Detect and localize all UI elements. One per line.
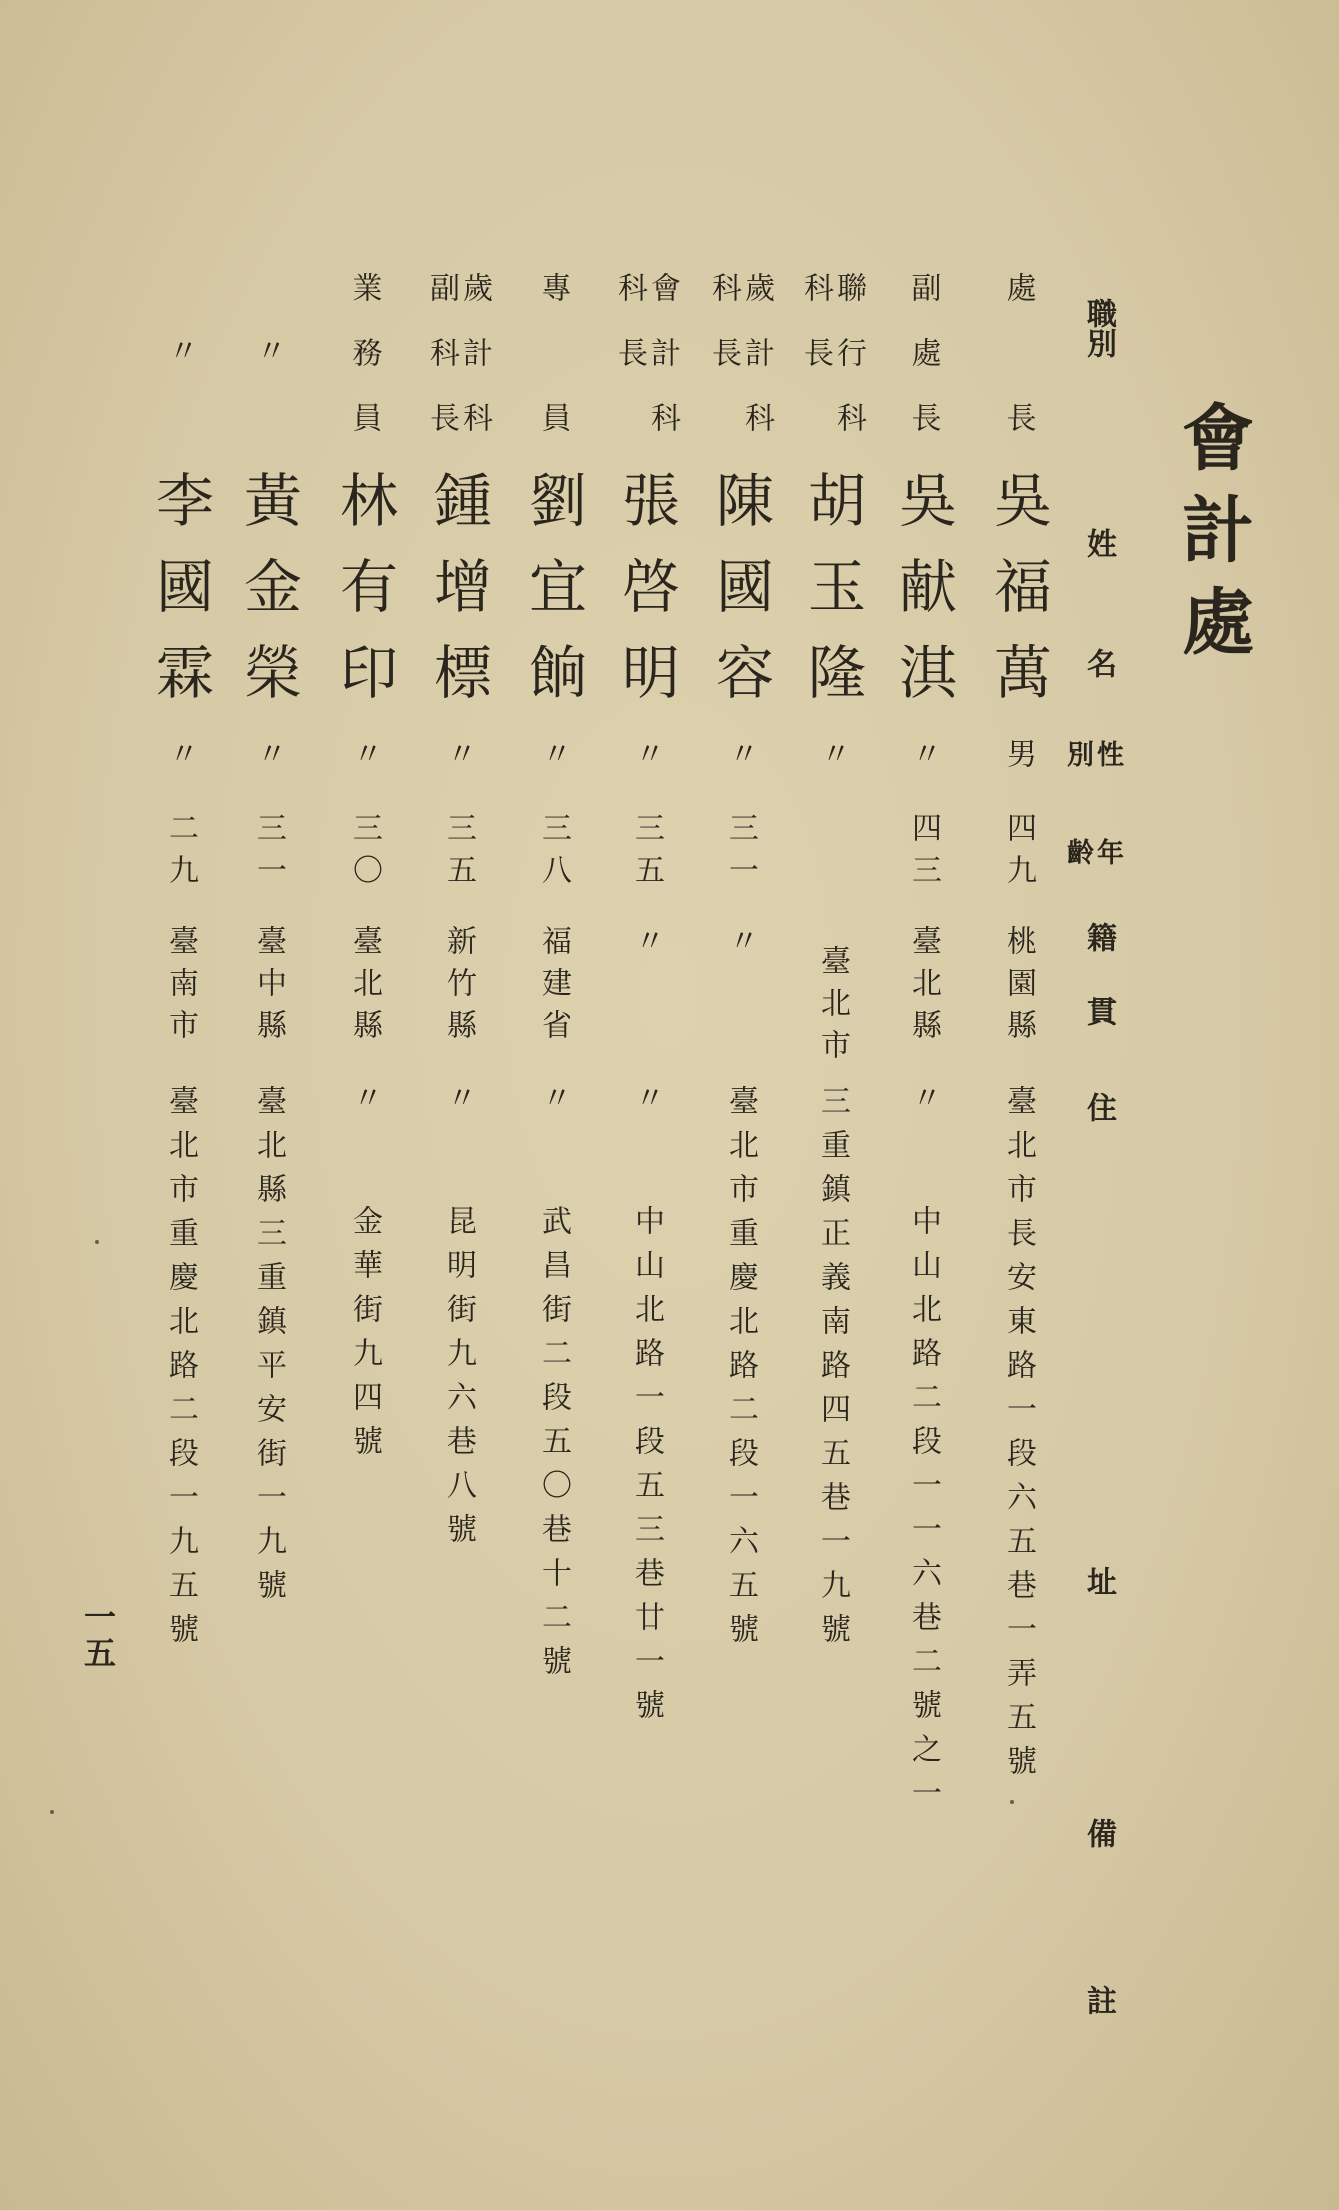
job-title: 〃 — [250, 335, 286, 365]
header-address-2: 址 — [1081, 1566, 1116, 1596]
sex: 〃 — [629, 738, 664, 768]
table-row — [705, 0, 775, 2210]
header-origin-1: 籍 — [1081, 922, 1116, 952]
sex: 〃 — [815, 738, 850, 768]
person-name: 劉宜餉 — [519, 470, 587, 728]
job-title: 處長 — [1000, 272, 1036, 532]
person-name: 吳福萬 — [984, 470, 1052, 728]
address: 中山北路二段一一六巷二號之一 — [906, 1205, 941, 1821]
header-sex: 性別 — [1062, 740, 1123, 767]
table-row — [233, 0, 303, 2210]
native-place: 臺北市 — [815, 945, 850, 1071]
person-name: 胡玉隆 — [798, 470, 866, 728]
native-place: 〃 — [629, 925, 664, 967]
native-place: 臺中縣 — [251, 925, 286, 1051]
job-title: 聯行科科長 — [798, 272, 866, 467]
table-row — [518, 0, 588, 2210]
table-row — [611, 0, 681, 2210]
address-ditto: 〃 — [536, 1082, 571, 1112]
person-name: 林有印 — [330, 470, 398, 728]
table-row — [145, 0, 215, 2210]
sex: 〃 — [441, 738, 476, 768]
person-name: 李國霖 — [146, 470, 214, 728]
job-title: 歲計科科長 — [706, 272, 774, 467]
person-name: 黃金榮 — [234, 470, 302, 728]
header-remarks-1: 備 — [1081, 1818, 1116, 1848]
native-place: 福建省 — [536, 925, 571, 1051]
address: 臺北市重慶北路二段一九五號 — [163, 1085, 198, 1657]
person-name: 陳國容 — [706, 470, 774, 728]
sex: 男 — [1001, 738, 1036, 768]
age: 三一 — [251, 812, 286, 896]
address: 武昌街二段五〇巷十二號 — [536, 1205, 571, 1689]
address: 昆明街九六巷八號 — [441, 1205, 476, 1557]
header-origin-2: 貫 — [1081, 996, 1116, 1026]
sex: 〃 — [163, 738, 198, 768]
address: 三重鎮正義南路四五巷一九號 — [815, 1085, 850, 1657]
person-name: 吳献淇 — [889, 470, 957, 728]
print-speck — [95, 1240, 99, 1244]
table-row — [983, 0, 1053, 2210]
age: 三五 — [629, 812, 664, 896]
sex: 〃 — [251, 738, 286, 768]
age: 四三 — [906, 812, 941, 896]
job-title: 專員 — [535, 272, 571, 532]
age: 三五 — [441, 812, 476, 896]
person-name: 鍾增標 — [424, 470, 492, 728]
person-name: 張啓明 — [612, 470, 680, 728]
header-address-1: 住 — [1081, 1092, 1116, 1122]
age: 二九 — [163, 812, 198, 896]
table-row — [888, 0, 958, 2210]
page-number: 一五 — [79, 1600, 117, 1672]
address-ditto: 〃 — [629, 1082, 664, 1112]
header-remarks-2: 註 — [1081, 1985, 1116, 2015]
address-ditto: 〃 — [441, 1082, 476, 1112]
header-job-title: 職別 — [1081, 298, 1116, 358]
table-row — [797, 0, 867, 2210]
age: 三八 — [536, 812, 571, 896]
address: 臺北市長安東路一段六五巷一弄五號 — [1001, 1085, 1036, 1789]
header-name-1: 姓 — [1081, 528, 1116, 558]
section-title: 會計處 — [1170, 400, 1255, 676]
native-place: 臺北縣 — [347, 925, 382, 1051]
address: 臺北縣三重鎮平安街一九號 — [251, 1085, 286, 1613]
native-place: 桃園縣 — [1001, 925, 1036, 1051]
address-ditto: 〃 — [906, 1082, 941, 1112]
age: 三〇 — [347, 812, 382, 896]
age: 四九 — [1001, 812, 1036, 896]
table-row — [329, 0, 399, 2210]
job-title: 會計科科長 — [612, 272, 680, 467]
table-row — [423, 0, 493, 2210]
header-age: 年齡 — [1062, 838, 1123, 865]
native-place: 臺北縣 — [906, 925, 941, 1051]
native-place: 臺南市 — [163, 925, 198, 1051]
job-title: 歲計科副科長 — [424, 272, 492, 467]
sex: 〃 — [723, 738, 758, 768]
print-speck — [50, 1810, 54, 1814]
native-place: 新竹縣 — [441, 925, 476, 1051]
address: 金華街九四號 — [347, 1205, 382, 1469]
address: 臺北市重慶北路二段一六五號 — [723, 1085, 758, 1657]
age: 三一 — [723, 812, 758, 896]
native-place: 〃 — [723, 925, 758, 967]
sex: 〃 — [906, 738, 941, 768]
sex: 〃 — [536, 738, 571, 768]
job-title: 副處長 — [905, 272, 941, 467]
job-title: 〃 — [162, 335, 198, 365]
address: 中山北路一段五三巷廿一號 — [629, 1205, 664, 1733]
address-ditto: 〃 — [347, 1082, 382, 1112]
print-speck — [1010, 1800, 1014, 1804]
job-title: 業務員 — [346, 272, 382, 467]
header-name-2: 名 — [1081, 648, 1116, 678]
sex: 〃 — [347, 738, 382, 768]
